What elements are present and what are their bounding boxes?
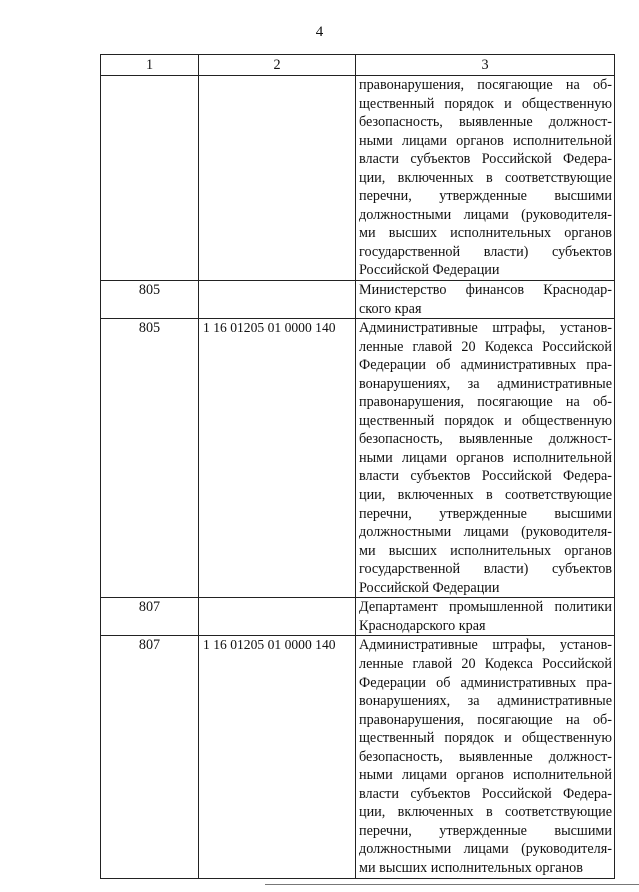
description-line: ции, включенных в соответствующие (359, 804, 612, 821)
table-row (101, 598, 615, 636)
table-header-row (101, 55, 615, 76)
description-cell (356, 598, 615, 636)
page-number: 4 (315, 24, 324, 40)
description-line: государственной власти) субъектов (359, 243, 612, 260)
description-line: щественный порядок и общественную (359, 730, 612, 747)
description-line: перечни, утвержденные высшими (359, 505, 612, 522)
description-line: ми высших исполнительных органов (359, 542, 612, 559)
description-cell (356, 319, 615, 598)
budget-code-cell: 1 16 01205 01 0000 140 (199, 636, 356, 878)
admin-code-cell: 805 (101, 281, 199, 319)
description-line: Краснодарского края (359, 617, 486, 634)
description-line: ными лицами органов исполнительной (359, 132, 612, 149)
description-line: власти субъектов Российской Федера- (359, 468, 612, 485)
description-line: должностными лицами (руководителя- (359, 841, 612, 858)
description-line: ского края (359, 300, 422, 317)
budget-code-cell (199, 281, 356, 319)
budget-code-cell: 1 16 01205 01 0000 140 (199, 319, 356, 598)
description-line: ленные главой 20 Кодекса Российской (359, 655, 612, 672)
description-line: должностными лицами (руководителя- (359, 524, 612, 541)
description-line: государственной власти) субъектов (359, 561, 612, 578)
admin-code-cell: 805 (101, 319, 199, 598)
description-cell (356, 636, 615, 878)
description-line: должностными лицами (руководителя- (359, 206, 612, 223)
budget-code-cell (199, 76, 356, 281)
description-line: ными лицами органов исполнительной (359, 767, 612, 784)
footer-rule (265, 884, 639, 885)
admin-code-cell (101, 76, 199, 281)
description-line: вонарушениях, за административные (359, 693, 612, 710)
description-line: Административные штрафы, установ- (359, 320, 612, 337)
admin-code-cell: 807 (101, 636, 199, 878)
description-line: перечни, утвержденные высшими (359, 822, 612, 839)
table-row (101, 319, 615, 598)
description-line: Федерации об административных пра- (359, 357, 612, 374)
column-header: 1 (101, 55, 199, 76)
description-line: правонарушения, посягающие на об- (359, 394, 612, 411)
document-table (100, 54, 615, 879)
description-line: безопасность, выявленные должност- (359, 114, 612, 131)
description-line: безопасность, выявленные должност- (359, 748, 612, 765)
description-line: Российской Федерации (359, 262, 500, 279)
description-line: ми высших исполнительных органов (359, 859, 583, 876)
description-line: ными лицами органов исполнительной (359, 449, 612, 466)
description-line: ции, включенных в соответствующие (359, 169, 612, 186)
description-line: ции, включенных в соответствующие (359, 487, 612, 504)
description-line: власти субъектов Российской Федера- (359, 785, 612, 802)
description-line: Административные штрафы, установ- (359, 637, 612, 654)
admin-code-cell: 807 (101, 598, 199, 636)
description-line: ми высших исполнительных органов (359, 225, 612, 242)
description-line: Российской Федерации (359, 579, 500, 596)
table-row (101, 76, 615, 281)
description-line: перечни, утвержденные высшими (359, 188, 612, 205)
budget-code-cell (199, 598, 356, 636)
description-line: щественный порядок и общественную (359, 95, 612, 112)
table-row (101, 636, 615, 878)
description-line: правонарушения, посягающие на об- (359, 77, 612, 93)
description-line: правонарушения, посягающие на об- (359, 711, 612, 728)
description-line: вонарушениях, за административные (359, 375, 612, 392)
column-header: 2 (199, 55, 356, 76)
description-line: Федерации об административных пра- (359, 674, 612, 691)
description-line: Министерство финансов Краснодар- (359, 282, 612, 299)
description-cell (356, 281, 615, 319)
column-header: 3 (356, 55, 615, 76)
table-row (101, 281, 615, 319)
description-line: Департамент промышленной политики (359, 599, 612, 616)
description-cell (356, 76, 615, 281)
description-line: безопасность, выявленные должност- (359, 431, 612, 448)
description-line: щественный порядок и общественную (359, 412, 612, 429)
description-line: ленные главой 20 Кодекса Российской (359, 338, 612, 355)
description-line: власти субъектов Российской Федера- (359, 151, 612, 168)
